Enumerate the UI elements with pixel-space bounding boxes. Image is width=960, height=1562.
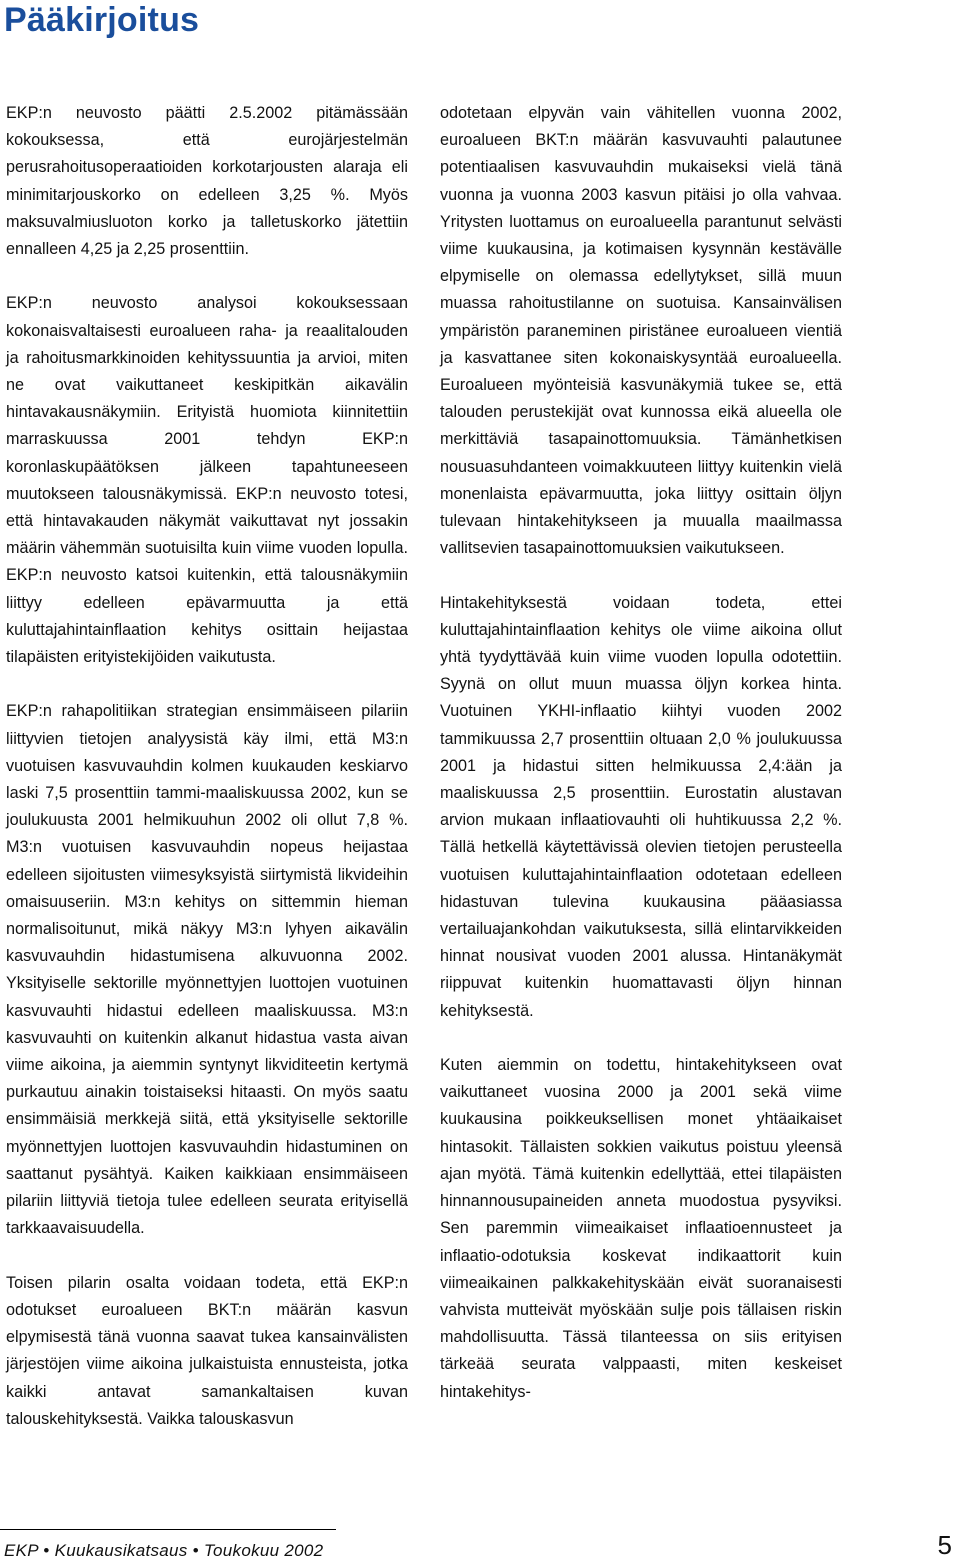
- paragraph: EKP:n rahapolitiikan strategian ensimmäiseen pilariin liittyvien tietojen analyysistä käy ilmi, että M3:n vuotuisen kasvuvauhdin kolmen kuukauden keskiarvo laski 7,5 prosenttiin tammi-maaliskuussa 2002, kun se joulukuusta 2001 helmikuuhun 2002 oli ollut 7,8 %. M3:n vuotuisen kasvuvauhdin nopeus heijastaa edelleen sijoitusten viimesyksyistä siirtymistä likvideihin omaisuuseriin. M3:n kehitys on sittemmin hieman normalisoitunut, mikä näkyy M3:n lyhyen aikavälin kasvuvauhdin hidastumisena alkuvuonna 2002. Yksityiselle sektorille myönnettyjen luottojen vuotuinen kasvuvauhti hidastui edelleen maaliskuussa. M3:n kasvuvauhti on kuitenkin alkanut hidastua vasta aivan viime aikoina, ja aiemmin syntynyt likviditeetin kertymä purkautuu ainakin toistaiseksi hitaasti. On myös saatu ensimmäisiä merkkejä siitä, että yksityiselle sektorille myönnettyjen luottojen kasvuvauhdin hidastuminen on saattanut pysähtyä. Kaiken kaikkiaan ensimmäiseen pilariin liittyviä tietoja tulee edelleen seurata erityisellä tarkkaavaisuudella.: [6, 702, 408, 1238]
- paragraph: EKP:n neuvosto päätti 2.5.2002 pitämässään kokouksessa, että eurojärjestelmän perusrahoitusoperaatioiden korkotarjousten alaraja eli minimitarjouskorko on edelleen 3,25 %. Myös maksuvalmiusluoton korko ja talletuskorko jätettiin ennalleen 4,25 ja 2,25 prosenttiin.: [6, 104, 408, 259]
- paragraph: Hintakehityksestä voidaan todeta, ettei kuluttajahintainflaation kehitys ole viime aikoina ollut yhtä tyydyttävää kuin viime vuoden lopulla odotettiin. Syynä on ollut muun muassa öljyn korkea hinta. Vuotuinen YKHI-inflaatio kiihtyi vuoden 2002 tammikuussa 2,7 prosenttiin oltuaan 2,0 % joulukuussa 2001 ja hidastui sitten helmikuussa 2,4:ään ja maaliskuussa 2,5 prosenttiin. Eurostatin alustavan arvion mukaan inflaatiovauhti oli huhtikuussa 2,2 %. Tällä hetkellä käytettävissä olevien tietojen perusteella vuotuisen kuluttajahintainflaation odotetaan edelleen hidastuvan tulevina kuukausina pääasiassa vertailuajankohdan vaikutuksesta, sillä elintarvikkeiden hinnat nousivat vuoden 2001 alussa. Hintanäkymät riippuvat kuitenkin huomattavasti öljyn hinnan kehityksestä.: [440, 593, 842, 1020]
- footer-rule: [0, 1529, 336, 1530]
- page-title: Pääkirjoitus: [4, 1, 200, 39]
- page-number: 5: [937, 1530, 952, 1560]
- right-column: [440, 100, 842, 1406]
- paragraph: odotetaan elpyvän vain vähitellen vuonna 2002, euroalueen BKT:n määrän kasvuvauhti palautunee potentiaalisen kasvuvauhdin mukaiseksi vielä tänä vuonna ja vuonna 2003 kasvun pitäisi jo olla vahvaa. Yritysten luottamus on euroalueella parantunut selvästi viime kuukausina, ja kotimaisen kysynnän kestävälle elpymiselle on olemassa edellytykset, sillä muun muassa rahoitustilanne on suotuisa. Kansainvälisen ympäristön paraneminen piristänee euroalueen vientiä ja kasvattanee siten kokonaiskysyntää euroalueella. Euroalueen myönteisiä kasvunäkymiä tukee se, että talouden perustekijät ovat kunnossa eikä alueella ole merkittäviä tasapainottomuuksia. Tämänhetkisen nousuasuhdanteen voimakkuuteen liittyy kuitenkin vielä monenlaista epävarmuutta, joka liittyy osittain öljyn tulevaan hintakehitykseen ja muualla maailmassa vallitsevien tasapainottomuuksien vaikutukseen.: [440, 104, 842, 558]
- paragraph: Toisen pilarin osalta voidaan todeta, että EKP:n odotukset euroalueen BKT:n määrän kasvun elpymisestä tänä vuonna saavat tukea kansainvälisten järjestöjen viime aikoina julkaistuista ennusteista, jotka kaikki antavat samankaltaisen kuvan talouskehityksestä. Vaikka talouskasvun: [6, 1273, 408, 1428]
- left-column: [6, 100, 408, 1433]
- paragraph: Kuten aiemmin on todettu, hintakehitykseen ovat vaikuttaneet vuosina 2000 ja 2001 sekä viime kuukausina poikkeuksellisen monet yhtäaikaiset hintasokit. Tällaisten sokkien vaikutus poistuu yleensä ajan myötä. Tämä kuitenkin edellyttää, ettei tilapäisten hinnannousupaineiden anneta muodostua pysyviksi. Sen paremmin viimeaikaiset inflaatioennusteet ja inflaatio-odotuksia koskevat indikaattorit kuin viimeaikainen palkkakehityskään eivät suoranaisesti vahvista mutteivät myöskään sulje pois tällaisen riskin mahdollisuutta. Tässä tilanteessa on siis erityisen tärkeää seurata valppaasti, miten keskeiset hintakehitys-: [440, 1056, 842, 1401]
- footer-publication: EKP • Kuukausikatsaus • Toukokuu 2002: [4, 1541, 324, 1560]
- paragraph: EKP:n neuvosto analysoi kokouksessaan kokonaisvaltaisesti euroalueen raha- ja reaalitalouden ja rahoitusmarkkinoiden kehityssuuntia ja arvioi, miten ne ovat vaikuttaneet keskipitkän aikavälin hintavakausnäkymiin. Erityistä huomiota kiinnitettiin marraskuussa 2001 tehdyn EKP:n koronlaskupäätöksen jälkeen tapahtuneeseen muutokseen talousnäkymissä. EKP:n neuvosto totesi, että hintavakauden näkymät vaikuttavat nyt jossakin määrin vähemmän suotuisilta kuin viime vuoden lopulla. EKP:n neuvosto katsoi kuitenkin, että talousnäkymiin liittyy edelleen epävarmuutta ja että kuluttajahintainflaation kehitys osittain heijastaa tilapäisten erityistekijöiden vaikutusta.: [6, 294, 408, 667]
